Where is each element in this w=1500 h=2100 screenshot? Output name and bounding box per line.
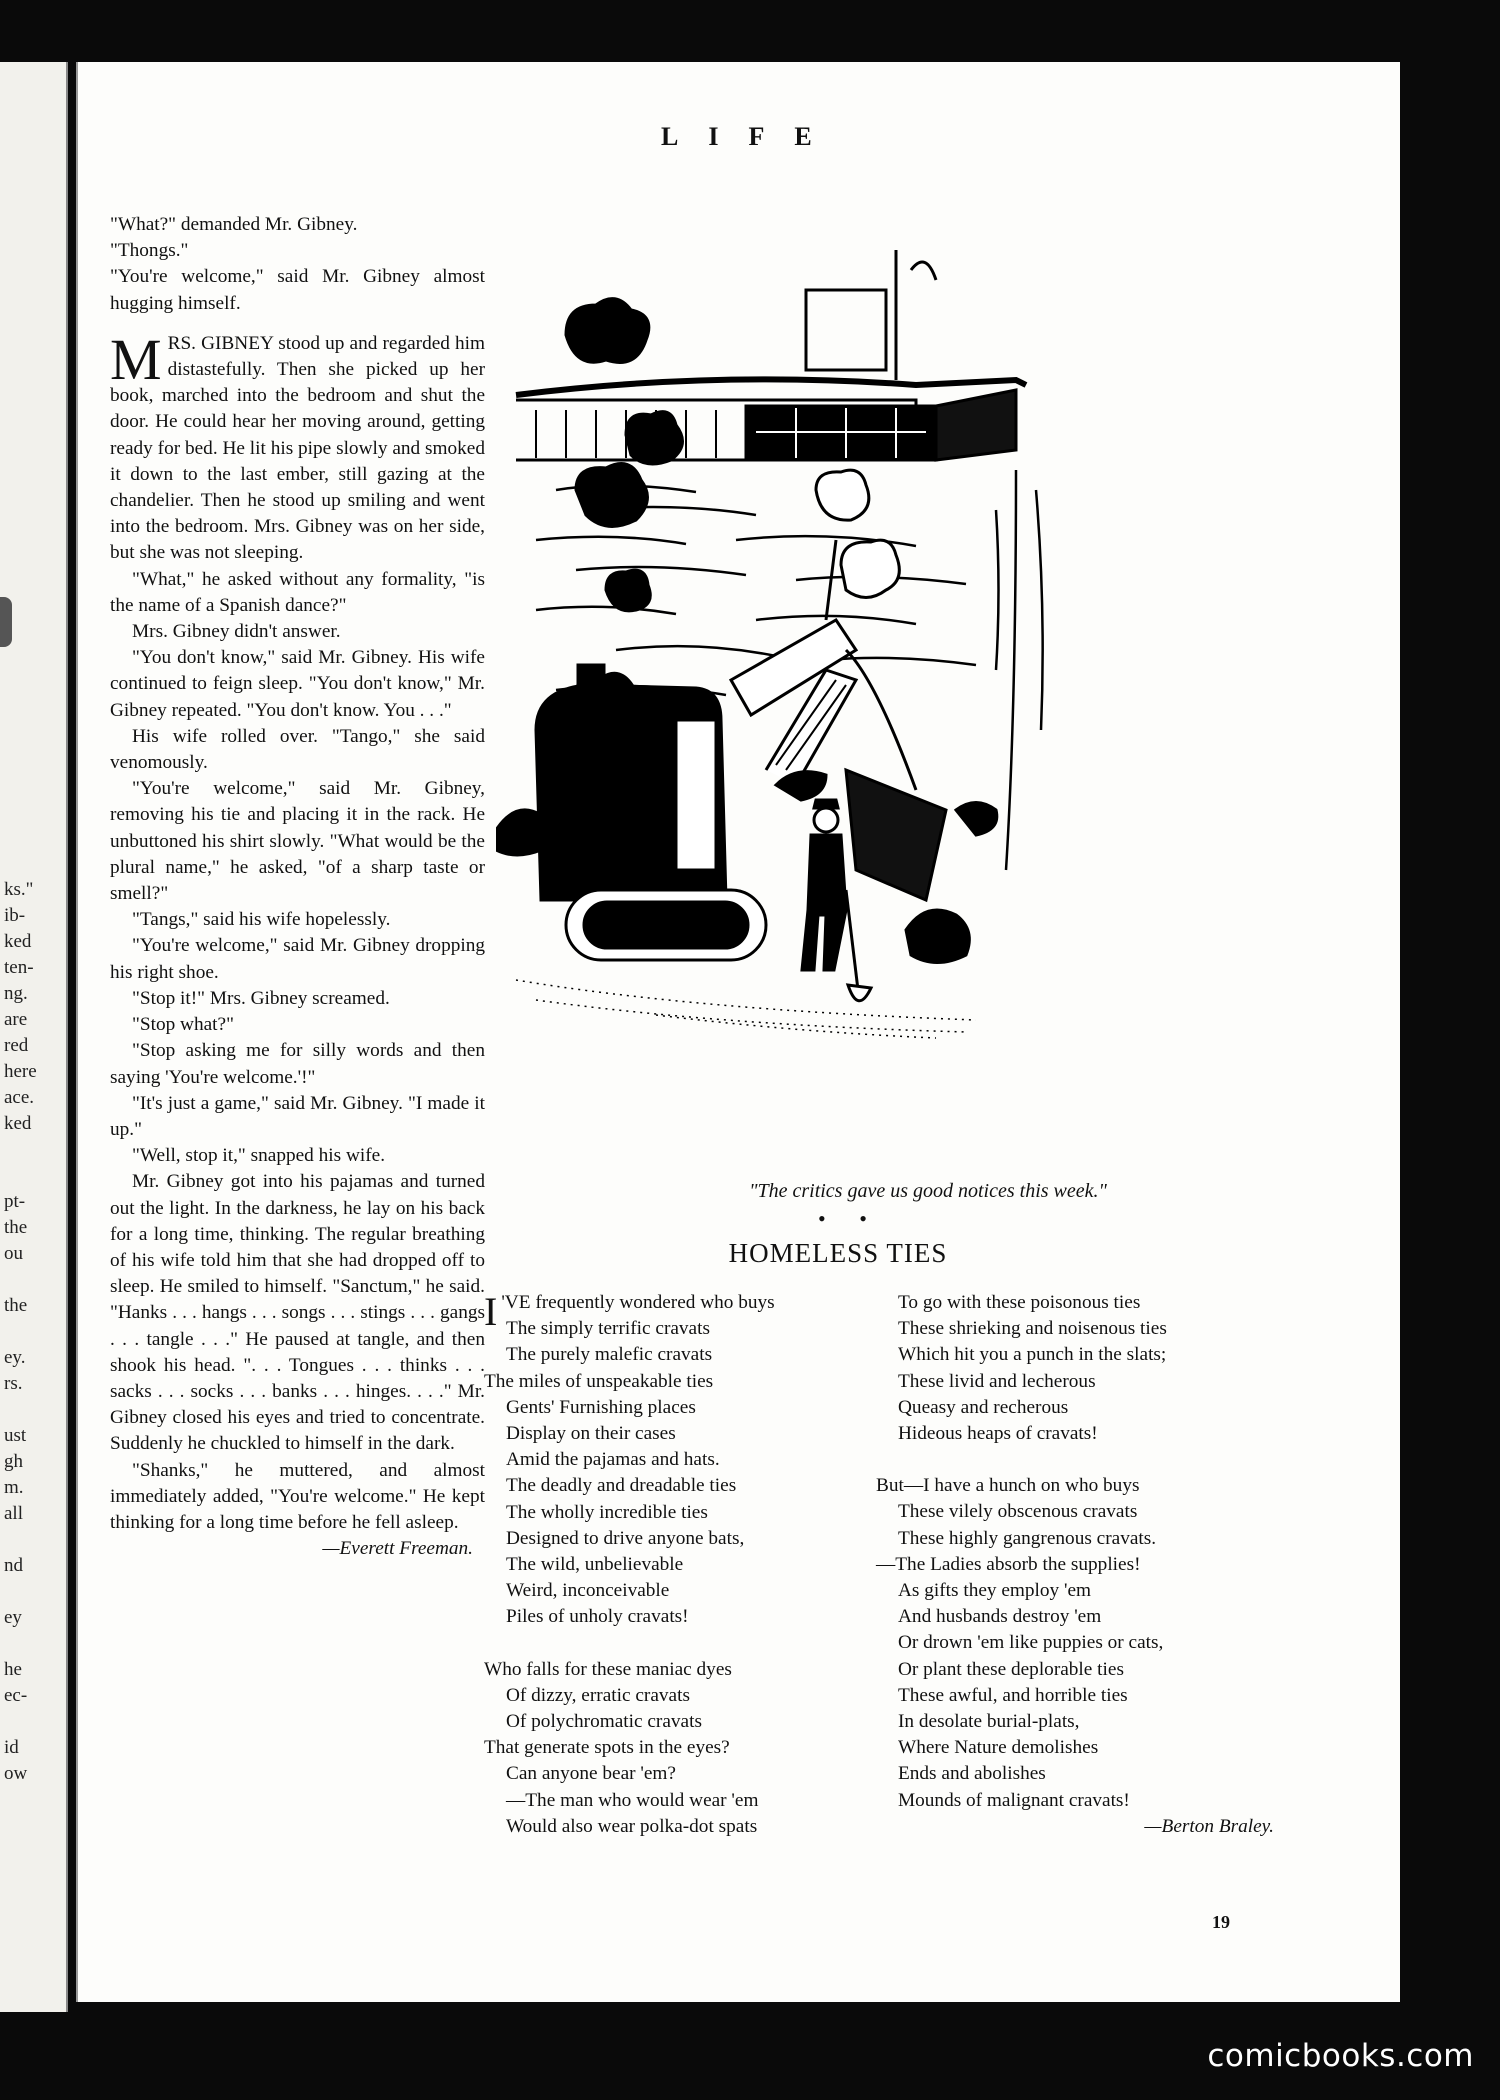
poem-line: The miles of unspeakable ties — [484, 1370, 714, 1392]
poem-line: These livid and lecherous — [898, 1370, 1096, 1392]
poem-line: These vilely obscenous cravats — [898, 1501, 1138, 1523]
poem-line: In desolate burial-plats, — [898, 1711, 1080, 1733]
poem-byline: —Berton Braley. — [1144, 1815, 1274, 1837]
poem-line: Designed to drive anyone bats, — [506, 1527, 745, 1549]
poem-line: That generate spots in the eyes? — [484, 1737, 730, 1759]
previous-page-edge — [0, 62, 68, 2012]
story-paragraph: "Tangs," said his wife hopelessly. — [132, 909, 391, 931]
poem-line: —The man who would wear 'em — [506, 1789, 759, 1811]
poem-drop-cap: I — [484, 1289, 498, 1334]
poem-line: Which hit you a punch in the slats; — [898, 1344, 1167, 1366]
previous-page-fragment — [4, 1579, 37, 1605]
previous-page-fragment: m. — [4, 1477, 24, 1498]
story-paragraph: Mrs. Gibney didn't answer. — [132, 621, 341, 643]
previous-page-text-fragments — [4, 877, 37, 1787]
story-paragraph: "Stop it!" Mrs. Gibney screamed. — [132, 987, 390, 1009]
short-story-column — [110, 212, 485, 1562]
poem-line: And husbands destroy 'em — [898, 1606, 1102, 1628]
poem-line: The wild, unbelievable — [506, 1554, 684, 1576]
poem-title: HOMELESS TIES — [728, 1238, 948, 1268]
poem-line: Where Nature demolishes — [898, 1737, 1099, 1759]
poem-line: To go with these poisonous ties — [898, 1292, 1141, 1313]
cartoon-illustration — [496, 210, 1296, 1250]
section-separator: • • — [818, 1206, 881, 1231]
previous-page-fragment: ust — [4, 1425, 27, 1446]
poem-line: But—I have a hunch on who buys — [876, 1475, 1140, 1497]
story-paragraph: "Shanks," he muttered, and almost immediately added, "You're welcome." He kept thinking for a long time before he fell asleep. — [110, 1459, 485, 1533]
story-paragraph-text: RS. GIBNEY stood up and regarded him distastefully. Then she picked up her book, marched into the bedroom and shut the door. He could hear her moving around, getting ready for bed. He lit his pipe slowly and smoked it down to the last ember, still gazing at the chandelier. Then he stood up smiling and went into the bedroom. Mrs. Gibney was on her side, but she was not sleeping. — [110, 332, 485, 564]
story-dropcap-paragraph — [110, 326, 485, 567]
previous-page-fragment: ks." — [4, 879, 34, 900]
previous-page-fragment: ou — [4, 1243, 23, 1264]
previous-page-fragment — [4, 1137, 37, 1163]
story-paragraph: "You're welcome," said Mr. Gibney, removing his tie and placing it in the rack. He unbuttoned his shirt slowly. "What would be the plural name," he asked, "of a sharp taste or smell?" — [110, 778, 485, 905]
poem-line: Can anyone bear 'em? — [506, 1763, 676, 1785]
poem-column-right — [876, 1290, 1276, 1840]
previous-page-fragment — [4, 1163, 37, 1189]
poem-line: The deadly and dreadable ties — [506, 1475, 737, 1497]
previous-page-fragment: id — [4, 1737, 19, 1758]
story-paragraph: "You don't know," said Mr. Gibney. His wife continued to feign sleep. "You don't know," Mr. Gibney repeated. "You don't know. You . . ." — [110, 647, 485, 721]
story-paragraph: "Stop what?" — [132, 1014, 234, 1036]
previous-page-fragment: the — [4, 1217, 28, 1238]
previous-page-fragment: here — [4, 1061, 37, 1082]
poem-line: Weird, inconceivable — [506, 1580, 670, 1602]
poem-line: Of polychromatic cravats — [506, 1711, 702, 1733]
story-continuation — [110, 567, 485, 1537]
story-paragraph: "Stop asking me for silly words and then saying 'You're welcome.'!" — [110, 1040, 485, 1088]
previous-page-fragment: ow — [4, 1763, 28, 1784]
previous-page-fragment: ked — [4, 1113, 32, 1134]
previous-page-fragment: ten- — [4, 957, 34, 978]
story-paragraph: His wife rolled over. "Tango," she said venomously. — [110, 725, 485, 774]
drop-cap: M — [110, 326, 162, 392]
poem-line: These shrieking and noisenous ties — [898, 1318, 1167, 1340]
poem-line: Display on their cases — [506, 1423, 676, 1445]
masthead: LIFE — [661, 122, 842, 151]
previous-page-fragment — [4, 1267, 37, 1293]
story-paragraph: "It's just a game," said Mr. Gibney. "I made it up." — [110, 1092, 485, 1140]
previous-page-fragment — [4, 1709, 37, 1735]
poem-line: Piles of unholy cravats! — [506, 1606, 689, 1628]
cartoon-caption: "The critics gave us good notices this week." — [749, 1180, 1107, 1202]
story-paragraph: "What?" demanded Mr. Gibney. — [110, 214, 358, 235]
story-paragraph: "You're welcome," said Mr. Gibney dropping his right shoe. — [110, 935, 485, 983]
previous-page-fragment: gh — [4, 1451, 23, 1472]
poem-line: Ends and abolishes — [898, 1763, 1046, 1785]
previous-page-fragment: all — [4, 1503, 23, 1524]
watermark: comicbooks.com — [1207, 2038, 1474, 2074]
poem-line: Who falls for these maniac dyes — [484, 1658, 732, 1680]
poem-line: Or drown 'em like puppies or cats, — [898, 1632, 1164, 1654]
poem-line: Amid the pajamas and hats. — [506, 1449, 720, 1471]
previous-page-fragment: ib- — [4, 905, 26, 926]
poem-line: Of dizzy, erratic cravats — [506, 1684, 690, 1706]
previous-page-fragment: are — [4, 1009, 28, 1030]
previous-page-fragment: ace. — [4, 1087, 35, 1108]
previous-page-fragment: ey. — [4, 1347, 26, 1368]
previous-page-fragment: red — [4, 1035, 29, 1056]
previous-page-fragment: ey — [4, 1607, 22, 1628]
poem-line: These awful, and horrible ties — [898, 1684, 1128, 1706]
stanza-break — [876, 1447, 1276, 1473]
poem-line: As gifts they employ 'em — [898, 1580, 1092, 1602]
story-paragraph: "Well, stop it," snapped his wife. — [132, 1145, 386, 1167]
poem-line: The wholly incredible ties — [506, 1501, 708, 1523]
poem-line: Mounds of malignant cravats! — [898, 1789, 1130, 1811]
previous-page-fragment: nd — [4, 1555, 23, 1576]
previous-page-fragment — [4, 1631, 37, 1657]
previous-page-fragment — [4, 1527, 37, 1553]
poem-line: The simply terrific cravats — [506, 1318, 710, 1340]
page-number: 19 — [1212, 1912, 1230, 1932]
poem-column-left — [484, 1290, 775, 1840]
story-paragraph: Mr. Gibney got into his pajamas and turned out the light. In the darkness, he lay on his back for a long time, thinking. The regular breathing of his wife told him that she had dropped off to sleep. He smiled to himself. "Sanctum," he said. "Hanks . . . hangs . . . songs . . . stings . . . gangs . . . tangle . . ." He paused at tangle, and then shook his head. ". . . Tongues . . . thinks . . . sacks . . . socks . . . banks . . . hinges. . . ." Mr. Gibney closed his eyes and tried to concentrate. Suddenly he chuckled to himself in the dark. — [110, 1171, 485, 1455]
poem-line: Queasy and recherous — [898, 1396, 1069, 1418]
story-byline: —Everett Freeman. — [322, 1538, 473, 1560]
story-paragraph: "What," he asked without any formality, "is the name of a Spanish dance?" — [110, 568, 485, 616]
magazine-page — [76, 62, 1400, 2002]
poem-line: Would also wear polka-dot spats — [506, 1815, 758, 1837]
previous-page-fragment: rs. — [4, 1373, 23, 1394]
previous-page-image-fragment — [0, 597, 12, 647]
poem-line: Gents' Furnishing places — [506, 1396, 696, 1418]
previous-page-fragment: the — [4, 1295, 28, 1316]
poem-line: These highly gangrenous cravats. — [898, 1527, 1157, 1549]
poem-line-text: 'VE frequently wondered who buys — [501, 1292, 775, 1313]
story-paragraph: "You're welcome," said Mr. Gibney almost hugging himself. — [110, 266, 485, 314]
previous-page-fragment: he — [4, 1659, 22, 1680]
previous-page-fragment — [4, 1397, 37, 1423]
poem-line: Or plant these deplorable ties — [898, 1658, 1124, 1680]
previous-page-fragment: ked — [4, 931, 32, 952]
story-paragraph: "Thongs." — [110, 240, 189, 262]
poem-line: Hideous heaps of cravats! — [898, 1423, 1098, 1445]
previous-page-fragment — [4, 1319, 37, 1345]
previous-page-fragment: ng. — [4, 983, 28, 1004]
poem-line: —The Ladies absorb the supplies! — [876, 1553, 1141, 1575]
previous-page-fragment: ec- — [4, 1685, 28, 1706]
stanza-break — [484, 1631, 775, 1657]
poem-line: The purely malefic cravats — [506, 1344, 713, 1366]
previous-page-fragment: pt- — [4, 1191, 26, 1212]
